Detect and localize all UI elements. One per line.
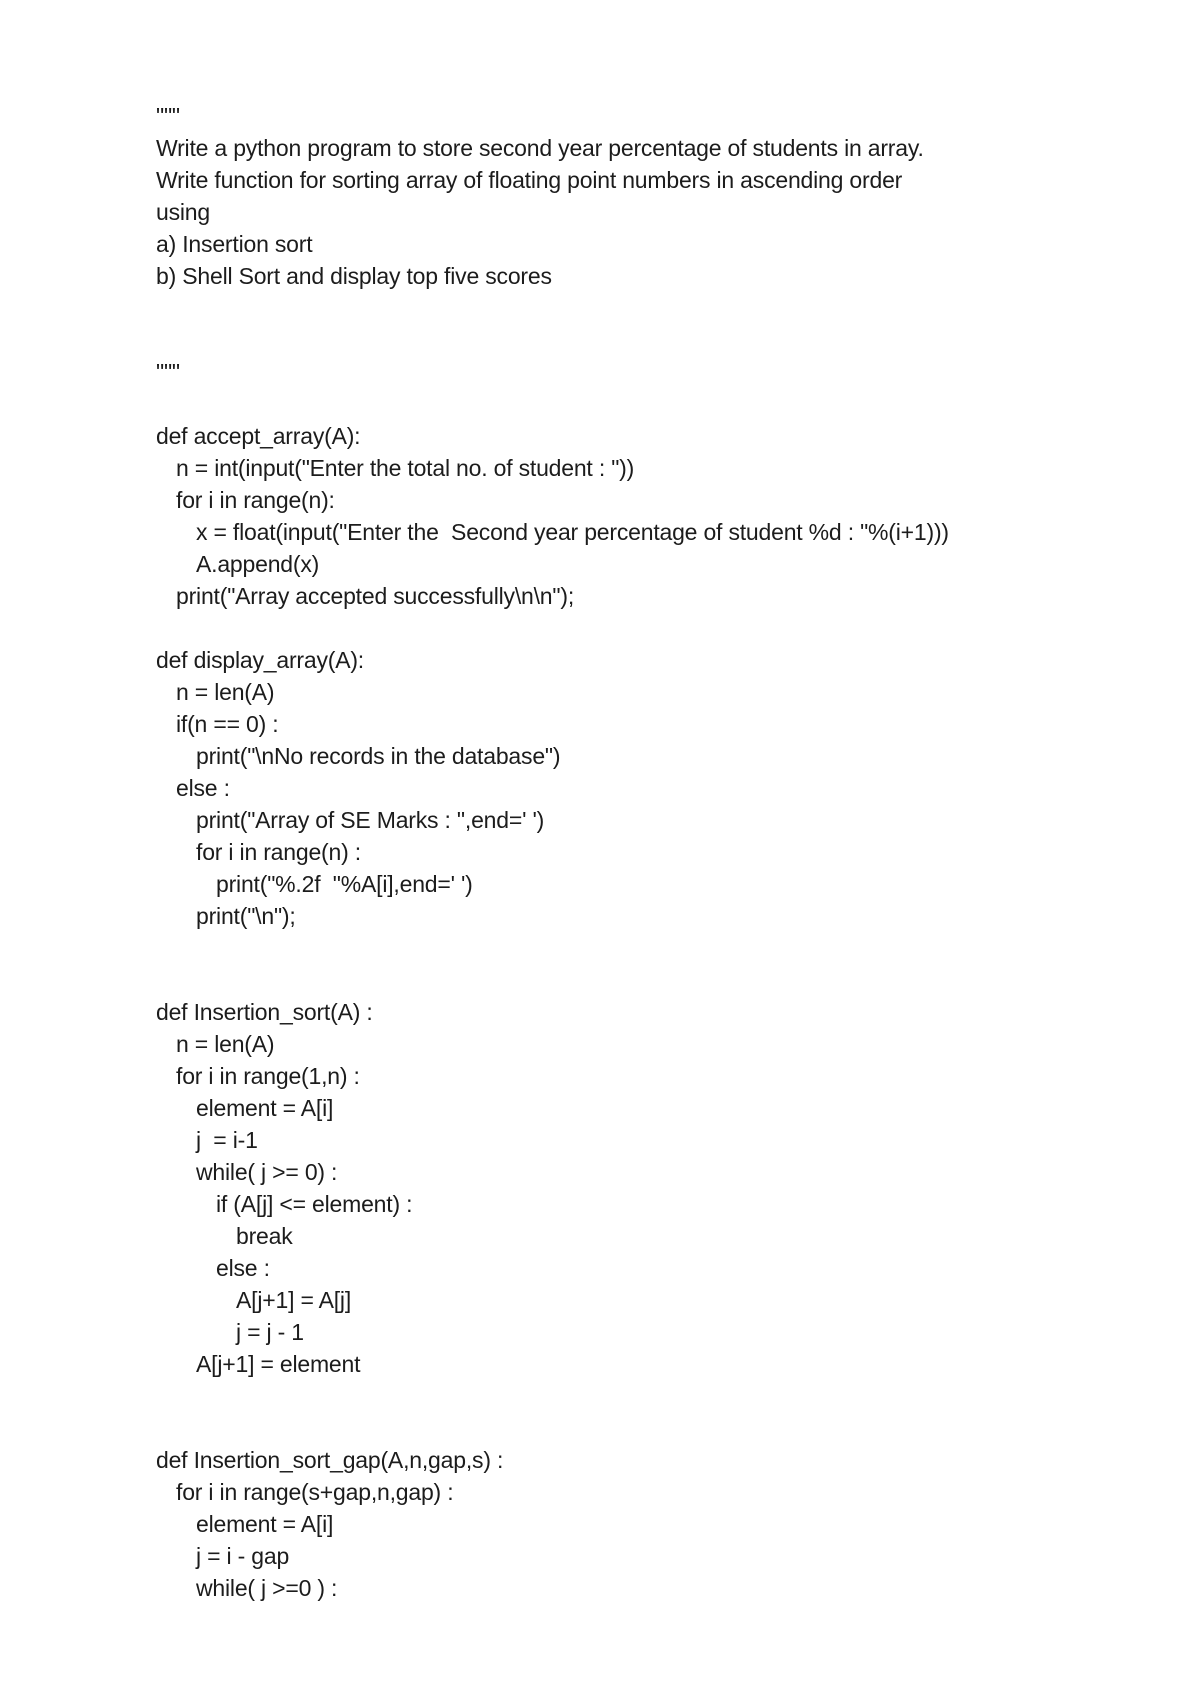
text-line: while( j >= 0) : (196, 1159, 338, 1185)
text-line (156, 932, 1156, 964)
text-line: b) Shell Sort and display top five scores (156, 263, 552, 289)
text-line (156, 1380, 1156, 1412)
text-line: print("Array of SE Marks : ",end=' ') (196, 807, 545, 833)
text-line (156, 964, 1156, 996)
text-line: A[j+1] = A[j] (236, 1287, 352, 1313)
document-text (156, 100, 1156, 1604)
text-line: for i in range(n): (176, 487, 335, 513)
text-line: print("Array accepted successfully\n\n"); (176, 583, 575, 609)
text-line: print("%.2f "%A[i],end=' ') (216, 871, 473, 897)
text-line: a) Insertion sort (156, 231, 313, 257)
text-line: using (156, 199, 210, 225)
text-line (156, 612, 1156, 644)
text-line: def Insertion_sort_gap(A,n,gap,s) : (156, 1447, 504, 1473)
text-line: j = j - 1 (236, 1319, 304, 1345)
text-line: A.append(x) (196, 551, 320, 577)
text-line: break (236, 1223, 293, 1249)
text-line: element = A[i] (196, 1095, 334, 1121)
text-line (156, 324, 1156, 356)
text-line (156, 388, 1156, 420)
text-line: if (A[j] <= element) : (216, 1191, 413, 1217)
text-line: x = float(input("Enter the Second year percentage of student %d : "%(i+1))) (196, 519, 949, 545)
text-line: Write a python program to store second year percentage of students in array. (156, 135, 924, 161)
text-line: if(n == 0) : (176, 711, 279, 737)
text-line: print("\n"); (196, 903, 296, 929)
text-line: for i in range(n) : (196, 839, 361, 865)
text-line: for i in range(s+gap,n,gap) : (176, 1479, 454, 1505)
text-line: """ (156, 103, 180, 129)
text-line: n = int(input("Enter the total no. of student : ")) (176, 455, 635, 481)
text-line: def display_array(A): (156, 647, 364, 673)
text-line: while( j >=0 ) : (196, 1575, 338, 1601)
text-line: else : (176, 775, 230, 801)
text-line: def accept_array(A): (156, 423, 361, 449)
text-line: j = i - gap (196, 1543, 290, 1569)
text-line: element = A[i] (196, 1511, 334, 1537)
text-line: Write function for sorting array of floating point numbers in ascending order (156, 167, 903, 193)
text-line: for i in range(1,n) : (176, 1063, 360, 1089)
text-line: else : (216, 1255, 270, 1281)
text-line: print("\nNo records in the database") (196, 743, 561, 769)
text-line: n = len(A) (176, 679, 275, 705)
text-line: """ (156, 359, 180, 385)
text-line (156, 1412, 1156, 1444)
text-line: n = len(A) (176, 1031, 275, 1057)
text-line (156, 292, 1156, 324)
text-line: A[j+1] = element (196, 1351, 361, 1377)
text-line: j = i-1 (196, 1127, 258, 1153)
text-line: def Insertion_sort(A) : (156, 999, 373, 1025)
